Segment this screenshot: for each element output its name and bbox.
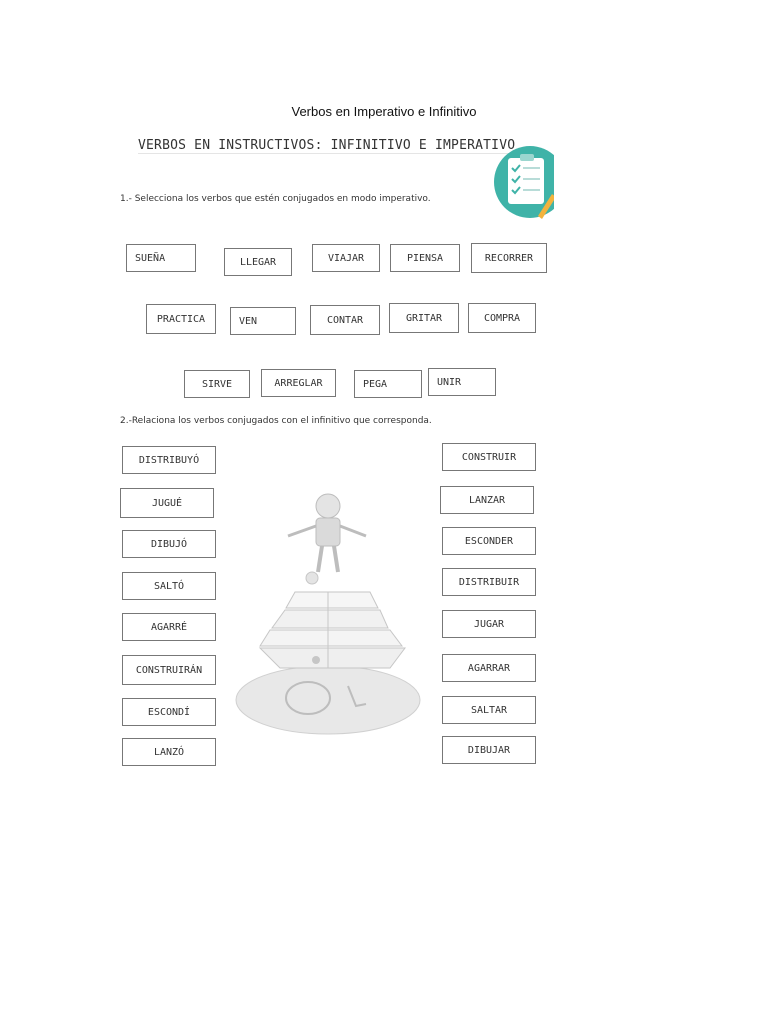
- verb-box-gritar[interactable]: GRITAR: [389, 303, 459, 333]
- section1-instruction: 1.- Selecciona los verbos que estén conjugados en modo imperativo.: [120, 194, 431, 204]
- verb-box-piensa[interactable]: PIENSA: [390, 244, 460, 272]
- verb-box-arreglar[interactable]: ARREGLAR: [261, 369, 336, 397]
- conjugated-verb-box[interactable]: SALTÓ: [122, 572, 216, 600]
- infinitive-verb-box[interactable]: CONSTRUIR: [442, 443, 536, 471]
- infinitive-verb-box[interactable]: DISTRIBUIR: [442, 568, 536, 596]
- conjugated-verb-box[interactable]: CONSTRUIRÁN: [122, 655, 216, 685]
- infinitive-verb-box[interactable]: DIBUJAR: [442, 736, 536, 764]
- conjugated-verb-box[interactable]: ESCONDÍ: [122, 698, 216, 726]
- conjugated-verb-box[interactable]: DISTRIBUYÓ: [122, 446, 216, 474]
- verb-box-viajar[interactable]: VIAJAR: [312, 244, 380, 272]
- infinitive-verb-box[interactable]: SALTAR: [442, 696, 536, 724]
- clipboard-checklist-icon: [486, 144, 554, 232]
- infinitive-verb-box[interactable]: ESCONDER: [442, 527, 536, 555]
- conjugated-verb-box[interactable]: JUGUÉ: [120, 488, 214, 518]
- hopscotch-child-illustration: [230, 490, 426, 735]
- conjugated-verb-box[interactable]: DIBUJÓ: [122, 530, 216, 558]
- conjugated-verb-box[interactable]: AGARRÉ: [122, 613, 216, 641]
- conjugated-verb-box[interactable]: LANZÓ: [122, 738, 216, 766]
- section2-instruction: 2.-Relaciona los verbos conjugados con el infinitivo que corresponda.: [120, 416, 432, 426]
- verb-box-sirve[interactable]: SIRVE: [184, 370, 250, 398]
- verb-box-compra[interactable]: COMPRA: [468, 303, 536, 333]
- page-title: Verbos en Imperativo e Infinitivo: [291, 104, 477, 119]
- infinitive-verb-box[interactable]: JUGAR: [442, 610, 536, 638]
- worksheet-image: [118, 130, 554, 770]
- verb-box-recorrer[interactable]: RECORRER: [471, 243, 547, 273]
- verb-box-pega[interactable]: PEGA: [354, 370, 422, 398]
- verb-box-ven[interactable]: VEN: [230, 307, 296, 335]
- worksheet-heading: VERBOS EN INSTRUCTIVOS: INFINITIVO E IMPERATIVO: [138, 138, 516, 153]
- verb-box-llegar[interactable]: LLEGAR: [224, 248, 292, 276]
- verb-box-suena[interactable]: SUEÑA: [126, 244, 196, 272]
- infinitive-verb-box[interactable]: AGARRAR: [442, 654, 536, 682]
- verb-box-contar[interactable]: CONTAR: [310, 305, 380, 335]
- verb-box-practica[interactable]: PRACTICA: [146, 304, 216, 334]
- verb-box-unir[interactable]: UNIR: [428, 368, 496, 396]
- infinitive-verb-box[interactable]: LANZAR: [440, 486, 534, 514]
